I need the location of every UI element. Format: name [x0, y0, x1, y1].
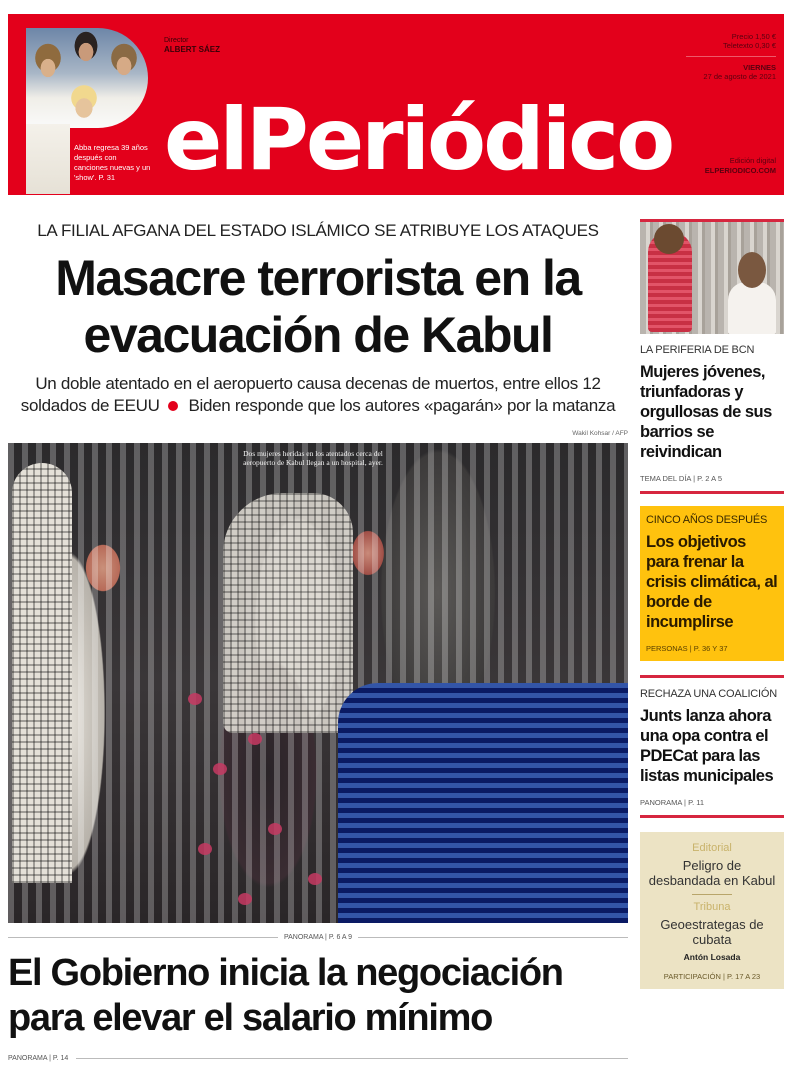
sidebar-item-climate[interactable] — [640, 506, 784, 661]
sidebar-kicker: LA PERIFERIA DE BCN — [640, 344, 755, 356]
second-ref[interactable] — [8, 1052, 628, 1064]
second-ref-text: PANORAMA | P. 14 — [8, 1054, 69, 1062]
tribuna-title[interactable]: Geoestrategas de cubata — [660, 917, 764, 947]
red-rule — [640, 675, 784, 678]
lead-ref[interactable] — [8, 931, 628, 943]
periferia-photo[interactable] — [640, 222, 784, 334]
date: 27 de agosto de 2021 — [703, 72, 776, 81]
photo-detail — [268, 823, 282, 835]
abba-photo-lower — [26, 124, 70, 194]
lead-photo[interactable] — [8, 443, 628, 923]
sidebar-kicker: RECHAZA UNA COALICIÓN — [640, 688, 777, 700]
director-credit — [164, 36, 220, 54]
red-rule — [640, 491, 784, 494]
sidebar-ref: PERSONAS | P. 36 Y 37 — [646, 644, 728, 653]
divider — [692, 894, 732, 895]
director-label: Director — [164, 37, 189, 44]
divider — [8, 937, 278, 938]
photo-detail — [198, 843, 212, 855]
newspaper-logo[interactable]: elPeriódico — [164, 90, 673, 190]
sidebar-title[interactable]: Junts lanza ahora una opa contra el PDECat para las listas municipales — [640, 707, 774, 785]
photo-person — [728, 282, 776, 334]
price: Precio 1,50 € — [731, 32, 776, 41]
sidebar-title[interactable]: Mujeres jóvenes, triunfadoras y orgullosas de sus barrios se reivindican — [640, 363, 772, 461]
photo-scarf-center — [223, 493, 353, 733]
opinion-ref: PARTICIPACIÓN | P. 17 A 23 — [663, 972, 761, 981]
photo-detail — [188, 693, 202, 705]
abba-caption: Abba regresa 39 años después con canciones nuevas y un 'show'. P. 31 — [74, 143, 151, 182]
tribuna-author: Antón Losada — [683, 952, 741, 962]
divider — [686, 56, 776, 57]
second-headline[interactable]: El Gobierno inicia la negociación para elevar el salario mínimo — [8, 952, 563, 1039]
editorial-title[interactable]: Peligro de desbandada en Kabul — [648, 858, 776, 888]
masthead — [8, 14, 784, 195]
divider — [358, 937, 628, 938]
price-date-block — [656, 32, 776, 81]
web-block — [705, 156, 776, 176]
lead-subhead — [8, 373, 628, 417]
lead-subhead-part2: Biden responde que los autores «pagarán» por la matanza — [188, 396, 616, 415]
bullet-dot-icon — [168, 401, 178, 411]
photo-scarf-left — [12, 463, 72, 883]
opinion-box[interactable] — [640, 832, 784, 989]
sidebar-ref: PANORAMA | P. 11 — [640, 798, 705, 807]
tribuna-label: Tribuna — [693, 901, 731, 913]
sidebar-title[interactable]: Los objetivos para frenar la crisis climática, al borde de incumplirse — [646, 533, 778, 631]
lead-subhead-part1: Un doble atentado en el aeropuerto causa decenas de muertos, entre ellos 12 soldados de EEUU — [20, 374, 601, 415]
photo-credit: Wakil Kohsar / AFP — [572, 430, 628, 437]
photo-person-head — [654, 224, 684, 254]
photo-checkered-shirt — [338, 683, 628, 923]
sidebar — [640, 219, 784, 989]
web-link[interactable]: ELPERIODICO.COM — [704, 166, 776, 175]
photo-detail — [248, 733, 262, 745]
photo-caption: Dos mujeres heridas en los atentados cerca del aeropuerto de Kabul llegan a un hospital, ayer. — [243, 449, 383, 467]
abba-teaser[interactable] — [26, 28, 158, 194]
lead-kicker: LA FILIAL AFGANA DEL ESTADO ISLÁMICO SE ATRIBUYE LOS ATAQUES — [37, 221, 599, 240]
editorial-label: Editorial — [692, 842, 732, 854]
web-label: Edición digital — [729, 156, 776, 165]
lead-headline[interactable]: Masacre terrorista en la evacuación de Kabul — [55, 250, 581, 363]
weekday: VIERNES — [743, 63, 776, 72]
divider — [76, 1058, 628, 1059]
photo-detail — [213, 763, 227, 775]
sidebar-ref: TEMA DEL DÍA | P. 2 A 5 — [640, 474, 722, 483]
sidebar-kicker: CINCO AÑOS DESPUÉS — [646, 514, 768, 526]
red-rule — [640, 815, 784, 818]
lead-ref-text: PANORAMA | P. 6 A 9 — [283, 933, 353, 941]
price-secondary: Teletexto 0,30 € — [723, 41, 776, 50]
director-name: ALBERT SÁEZ — [164, 45, 220, 54]
photo-detail — [308, 873, 322, 885]
abba-photo — [26, 28, 148, 128]
photo-detail — [238, 893, 252, 905]
photo-person-head — [738, 252, 766, 288]
